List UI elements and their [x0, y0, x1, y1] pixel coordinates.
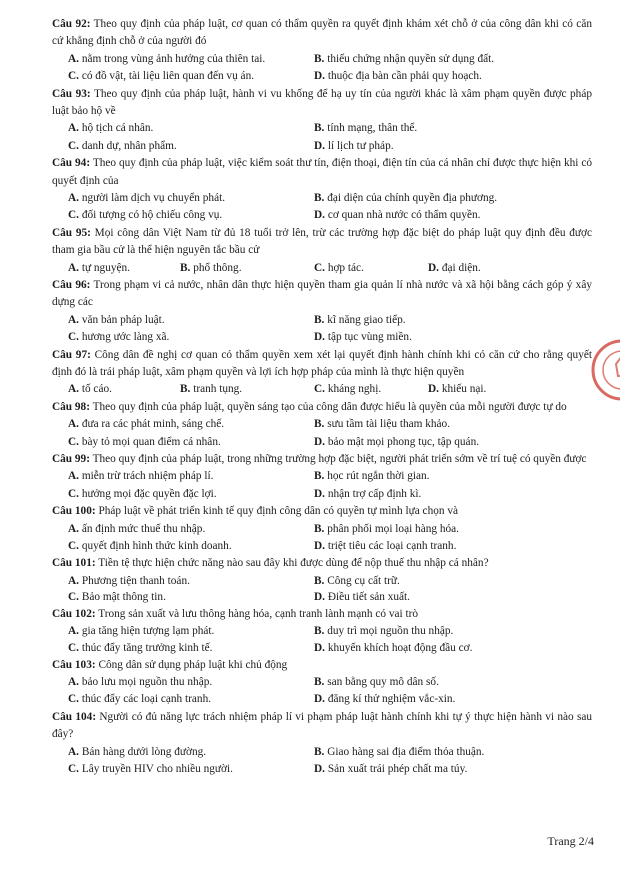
question-text: Trong phạm vi cả nước, nhân dân thực hiện quyền tham gia quản lí nhà nước và xã hội bằng cách góp ý xây dựng các — [52, 278, 592, 309]
option-key: C. — [68, 539, 79, 552]
options-row — [52, 434, 592, 451]
option-text: đăng kí thử nghiệm vắc-xin. — [327, 693, 456, 706]
question-block — [52, 155, 592, 225]
answer-option — [68, 381, 112, 398]
answer-option — [68, 68, 254, 85]
answer-option — [314, 691, 455, 708]
option-key: A. — [68, 52, 79, 65]
answer-option — [68, 744, 206, 761]
answer-option — [68, 120, 153, 137]
option-key: B. — [314, 52, 325, 65]
option-text: hưởng mọi đặc quyền đặc lợi. — [81, 487, 217, 500]
answer-option — [314, 51, 494, 68]
answer-option — [68, 674, 212, 691]
option-key: C. — [68, 641, 79, 654]
options-row — [52, 68, 592, 85]
question-stem — [52, 16, 592, 51]
answer-option — [428, 260, 481, 277]
stamp-outer-ring — [593, 341, 620, 399]
answer-option — [314, 260, 364, 277]
question-number: Câu 92: — [52, 18, 91, 30]
option-key: A. — [68, 192, 79, 204]
options-row — [52, 674, 592, 691]
option-text: tập tục vùng miền. — [327, 331, 412, 344]
option-text: nằm trong vùng ảnh hưởng của thiên tai. — [81, 52, 266, 65]
option-text: đại diện của chính quyền địa phương. — [327, 192, 498, 204]
answer-option — [314, 138, 394, 155]
option-text: triệt tiêu các loại cạnh tranh. — [327, 539, 457, 552]
answer-option — [314, 190, 497, 207]
question-text: Mọi công dân Việt Nam từ đủ 18 tuổi trở lên, trừ các trường hợp đặc biệt do pháp luật quy định đều được tham gia bầu cử là thể hiện nguyên tắc bầu cử — [52, 226, 592, 257]
option-key: C. — [68, 762, 79, 775]
question-number: Câu 93: — [52, 87, 91, 100]
option-key: B. — [314, 574, 325, 587]
option-text: gia tăng hiện tượng lạm phát. — [81, 625, 215, 638]
option-key: D. — [314, 591, 325, 604]
option-text: Bán hàng dưới lòng đường. — [81, 745, 207, 758]
option-text: khuyến khích hoạt động đầu cơ. — [327, 641, 473, 654]
option-text: Bảo mật thông tin. — [81, 591, 166, 604]
question-stem — [52, 709, 592, 744]
option-key: C. — [68, 139, 79, 152]
question-text: Theo quy định của pháp luật, quyền sáng tạo của công dân được hiểu là quyền của mỗi người được tự do — [92, 400, 567, 413]
answer-option — [68, 573, 190, 590]
answer-option — [68, 51, 265, 68]
question-stem — [52, 555, 592, 572]
option-key: C. — [68, 487, 79, 500]
question-stem — [52, 606, 592, 623]
question-text: Tiền tệ thực hiện chức năng nào sau đây khi được dùng để nộp thuế thu nhập cá nhân? — [98, 557, 489, 570]
option-text: Lây truyền HIV cho nhiều người. — [81, 762, 233, 775]
option-key: B. — [314, 522, 325, 535]
question-number: Câu 94: — [52, 157, 91, 170]
option-key: B. — [180, 261, 191, 274]
option-text: bảo mật mọi phong tục, tập quán. — [327, 435, 480, 448]
answer-option — [68, 416, 224, 433]
option-key: C. — [68, 209, 79, 222]
options-row — [52, 623, 592, 640]
question-stem — [52, 225, 592, 260]
option-key: D. — [314, 693, 325, 706]
option-key: C. — [68, 591, 79, 604]
question-stem — [52, 657, 592, 674]
option-key: D. — [314, 209, 325, 222]
option-text: đại diện. — [441, 261, 481, 274]
options-row — [52, 51, 592, 68]
options-row — [52, 381, 592, 398]
option-text: tính mạng, thân thể. — [327, 122, 418, 135]
question-text: Người có đủ năng lực trách nhiệm pháp lí vi phạm pháp luật hành chính khi tự ý thực hiện hành vi nào sau đây? — [52, 710, 593, 741]
answer-option — [180, 381, 242, 398]
option-text: miễn trừ trách nhiệm pháp lí. — [81, 470, 214, 483]
answer-option — [314, 623, 453, 640]
question-block — [52, 503, 592, 555]
option-text: Công cụ cất trữ. — [327, 574, 400, 587]
option-text: sưu tầm tài liệu tham khảo. — [327, 418, 451, 431]
question-stem — [52, 399, 592, 416]
options-row — [52, 486, 592, 503]
option-key: A. — [68, 625, 79, 638]
options-row — [52, 744, 592, 761]
answer-option — [428, 381, 486, 398]
question-block — [52, 277, 592, 347]
question-number: Câu 104: — [52, 710, 97, 723]
options-row — [52, 312, 592, 329]
question-block — [52, 347, 592, 399]
question-text: Theo quy định của pháp luật, việc kiểm soát thư tín, điện thoại, điện tín của cá nhân chỉ được thực hiện khi có quyết định của — [52, 157, 592, 187]
answer-option — [314, 538, 456, 555]
option-text: thiếu chứng nhận quyền sử dụng đất. — [327, 52, 495, 65]
option-text: tranh tụng. — [193, 383, 243, 396]
answer-option — [68, 640, 213, 657]
answer-option — [314, 416, 450, 433]
option-key: D. — [428, 383, 439, 396]
option-key: D. — [314, 139, 325, 152]
options-row — [52, 416, 592, 433]
options-row — [52, 120, 592, 137]
option-text: Giao hàng sai địa điểm thỏa thuận. — [327, 745, 485, 758]
option-text: tố cáo. — [81, 383, 112, 396]
answer-option — [68, 521, 205, 538]
option-text: thuộc địa bàn cần phải quy hoạch. — [327, 70, 482, 83]
question-stem — [52, 503, 592, 520]
option-key: A. — [68, 383, 79, 396]
option-key: A. — [68, 261, 79, 274]
question-text: Theo quy định của pháp luật, trong những trường hợp đặc biệt, người phát triển sớm về trí tuệ có quyền được — [92, 452, 587, 465]
option-text: bày tỏ mọi quan điểm cá nhân. — [81, 435, 221, 448]
answer-option — [314, 674, 439, 691]
answer-option — [314, 329, 412, 346]
option-key: D. — [314, 70, 325, 83]
option-text: học rút ngắn thời gian. — [327, 470, 430, 483]
question-text: Trong sản xuất và lưu thông hàng hóa, cạnh tranh lành mạnh có vai trò — [98, 607, 419, 620]
question-stem — [52, 86, 592, 121]
question-number: Câu 98: — [52, 400, 90, 413]
question-number: Câu 97: — [52, 348, 91, 361]
option-key: B. — [314, 313, 325, 326]
answer-option — [314, 573, 400, 590]
question-number: Câu 101: — [52, 557, 96, 570]
question-text: Công dân sử dụng pháp luật khi chủ động — [98, 658, 288, 671]
options-row — [52, 691, 592, 708]
options-row — [52, 260, 592, 277]
option-text: phân phối mọi loại hàng hóa. — [327, 522, 459, 535]
question-stem — [52, 155, 592, 190]
exam-page — [52, 16, 592, 778]
option-text: Điều tiết sản xuất. — [327, 591, 411, 604]
options-row — [52, 589, 592, 606]
question-number: Câu 96: — [52, 278, 91, 291]
answer-option — [180, 260, 242, 277]
options-row — [52, 329, 592, 346]
question-number: Câu 95: — [52, 226, 91, 239]
option-text: người làm dịch vụ chuyển phát. — [81, 192, 226, 204]
answer-option — [314, 207, 480, 224]
option-key: D. — [314, 435, 325, 448]
answer-option — [68, 312, 165, 329]
question-number: Câu 99: — [52, 452, 90, 465]
option-text: kháng nghị. — [327, 383, 382, 396]
option-text: Sản xuất trái phép chất ma túy. — [327, 762, 468, 775]
question-block — [52, 225, 592, 277]
answer-option — [314, 68, 482, 85]
answer-option — [68, 207, 222, 224]
option-text: Phương tiện thanh toán. — [81, 574, 190, 587]
answer-option — [68, 761, 233, 778]
question-number: Câu 102: — [52, 607, 96, 620]
options-row — [52, 207, 592, 224]
option-text: quyết định hình thức kinh doanh. — [81, 539, 232, 552]
question-block — [52, 709, 592, 779]
option-key: D. — [314, 762, 325, 775]
answer-option — [68, 138, 177, 155]
question-block — [52, 86, 592, 156]
option-key: B. — [314, 745, 325, 758]
option-text: nhận trợ cấp định kì. — [327, 487, 422, 500]
question-block — [52, 399, 592, 451]
options-row — [52, 190, 592, 207]
option-text: duy trì mọi nguồn thu nhập. — [327, 625, 454, 638]
option-key: B. — [314, 418, 325, 431]
option-text: hợp tác. — [327, 261, 364, 274]
option-text: hộ tịch cá nhân. — [81, 122, 154, 135]
answer-option — [314, 640, 472, 657]
options-row — [52, 573, 592, 590]
option-key: B. — [314, 470, 325, 483]
option-key: A. — [68, 470, 79, 483]
question-block — [52, 555, 592, 606]
answer-option — [314, 381, 381, 398]
answer-option — [68, 623, 214, 640]
option-text: có đồ vật, tài liệu liên quan đến vụ án. — [81, 70, 255, 83]
option-key: A. — [68, 122, 79, 135]
option-text: san bằng quy mô dân số. — [327, 675, 439, 688]
answer-option — [314, 744, 484, 761]
option-key: A. — [68, 418, 79, 431]
answer-option — [314, 761, 467, 778]
question-text: Công dân đề nghị cơ quan có thẩm quyền xem xét lại quyết định hành chính khi có căn cứ cho rằng quyết định đó là trái pháp luật, xâm phạm quyền và lợi ích hợp pháp của mình là thực hiện quyền — [52, 348, 592, 378]
answer-option — [68, 468, 213, 485]
option-text: danh dự, nhân phẩm. — [81, 139, 177, 152]
option-key: C. — [314, 383, 325, 396]
official-stamp — [590, 338, 620, 402]
answer-option — [68, 329, 169, 346]
answer-option — [68, 538, 232, 555]
options-row — [52, 468, 592, 485]
option-key: D. — [314, 539, 325, 552]
option-key: D. — [428, 261, 439, 274]
option-key: B. — [314, 625, 325, 638]
option-key: B. — [314, 675, 325, 688]
answer-option — [68, 486, 217, 503]
options-row — [52, 521, 592, 538]
option-key: A. — [68, 675, 79, 688]
option-text: đưa ra các phát minh, sáng chế. — [81, 418, 225, 431]
answer-option — [314, 521, 459, 538]
option-key: C. — [68, 70, 79, 83]
option-text: phổ thông. — [193, 261, 242, 274]
question-text: Theo quy định của pháp luật, cơ quan có thẩm quyền ra quyết định khám xét chỗ ở của công dân khi có căn cứ khẳng định chỗ ở của người đó — [52, 18, 592, 48]
option-text: văn bản pháp luật. — [81, 313, 165, 326]
option-key: C. — [68, 331, 79, 344]
question-block — [52, 606, 592, 657]
option-text: thúc đẩy các loại cạnh tranh. — [81, 693, 212, 706]
option-text: thúc đẩy tăng trưởng kinh tế. — [81, 641, 213, 654]
answer-option — [314, 486, 421, 503]
answer-option — [314, 120, 417, 137]
option-text: tự nguyện. — [81, 261, 130, 274]
option-key: A. — [68, 522, 79, 535]
answer-option — [314, 589, 410, 606]
option-text: cơ quan nhà nước có thẩm quyền. — [327, 209, 481, 222]
question-block — [52, 657, 592, 709]
option-key: C. — [68, 435, 79, 448]
question-block — [52, 451, 592, 503]
options-row — [52, 761, 592, 778]
question-stem — [52, 347, 592, 382]
answer-option — [68, 190, 225, 207]
option-key: D. — [314, 641, 325, 654]
question-text: Pháp luật về phát triển kinh tế quy định công dân có quyền tự mình lựa chọn và — [98, 505, 459, 518]
page-number: Trang 2/4 — [547, 834, 594, 848]
question-stem — [52, 451, 592, 468]
option-key: A. — [68, 313, 79, 326]
option-text: đối tượng có hộ chiếu công vụ. — [81, 209, 223, 222]
option-text: bảo lưu mọi nguồn thu nhập. — [81, 675, 213, 688]
option-key: B. — [314, 122, 325, 135]
option-key: D. — [314, 331, 325, 344]
option-text: hương ước làng xã. — [81, 331, 170, 344]
option-text: kĩ năng giao tiếp. — [327, 313, 406, 326]
stamp-emblem — [616, 356, 620, 376]
question-number: Câu 100: — [52, 505, 96, 518]
answer-option — [68, 434, 221, 451]
option-key: C. — [314, 261, 325, 274]
question-stem — [52, 277, 592, 312]
option-key: A. — [68, 574, 79, 587]
answer-option — [68, 260, 130, 277]
question-text: Theo quy định của pháp luật, hành vi vu khống để hạ uy tín của người khác là xâm phạm quyền được pháp luật bảo hộ về — [52, 87, 592, 117]
answer-option — [68, 589, 166, 606]
answer-option — [314, 434, 479, 451]
option-text: khiếu nại. — [441, 383, 487, 396]
question-number: Câu 103: — [52, 658, 96, 671]
option-key: A. — [68, 745, 79, 758]
question-block — [52, 16, 592, 86]
option-key: C. — [68, 693, 79, 706]
answer-option — [314, 468, 429, 485]
answer-option — [68, 691, 211, 708]
answer-option — [314, 312, 406, 329]
option-key: B. — [180, 383, 191, 396]
option-key: B. — [314, 192, 325, 204]
option-text: lí lịch tư pháp. — [327, 139, 394, 152]
option-text: ấn định mức thuế thu nhập. — [81, 522, 206, 535]
options-row — [52, 538, 592, 555]
options-row — [52, 138, 592, 155]
option-key: D. — [314, 487, 325, 500]
options-row — [52, 640, 592, 657]
